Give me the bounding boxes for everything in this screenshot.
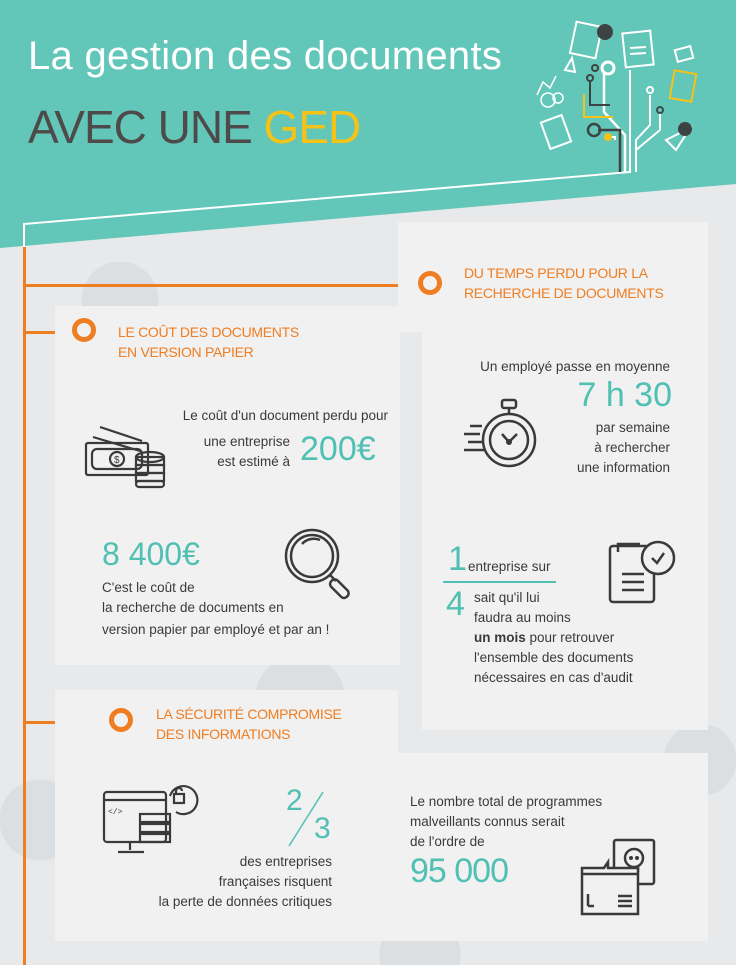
security-stat1-line3: la perte de données critiques bbox=[158, 894, 332, 909]
time-stat2-line4: un mois pour retrouver bbox=[474, 630, 615, 645]
fraction-line bbox=[443, 581, 556, 583]
time-stat1-line3: à rechercher bbox=[594, 440, 670, 455]
title-prefix: AVEC UNE bbox=[28, 101, 264, 153]
server-unlock-icon bbox=[100, 782, 200, 862]
time-stat2-line3: faudra au moins bbox=[474, 610, 571, 625]
security-stat1-line1: des entreprises bbox=[239, 854, 332, 869]
document-clock-icon bbox=[608, 540, 678, 610]
cost-stat1-line2: une entreprise bbox=[203, 434, 290, 449]
time-stat2-line2: sait qu'il lui bbox=[474, 590, 540, 605]
title-line1: La gestion des documents bbox=[28, 34, 503, 78]
timeline-node-security bbox=[109, 708, 133, 732]
timeline-branch-time bbox=[24, 284, 424, 287]
document-tree-circuit-illustration bbox=[0, 0, 736, 250]
title-accent: GED bbox=[263, 101, 361, 153]
magnifier-icon bbox=[280, 528, 360, 598]
malware-folder-skull-icon bbox=[580, 838, 660, 918]
time-stat1-line2: par semaine bbox=[595, 420, 670, 435]
cost-stat1-value: 200€ bbox=[300, 430, 376, 468]
cost-stat2-line2: la recherche de documents en bbox=[102, 600, 284, 615]
time-stat2-denominator: 4 bbox=[446, 585, 465, 623]
time-stat2-numerator: 1 bbox=[448, 540, 467, 578]
cost-stat2-line3: version papier par employé et par an ! bbox=[102, 622, 330, 637]
security-stat2-line1: Le nombre total de programmes bbox=[410, 794, 603, 809]
stopwatch-icon bbox=[462, 398, 552, 478]
time-stat2-line1: entreprise sur bbox=[468, 559, 551, 574]
security-stat1-denominator: 3 bbox=[314, 812, 331, 845]
time-stat2-line6: nécessaires en cas d'audit bbox=[474, 670, 633, 685]
svg-text:$: $ bbox=[114, 455, 120, 466]
security-stat2-line2: malveillants connus serait bbox=[410, 814, 565, 829]
time-stat2-bold: un mois bbox=[474, 630, 526, 645]
section-title-cost: LE COÛT DES DOCUMENTS EN VERSION PAPIER bbox=[118, 324, 299, 360]
cost-stat1-line3: est estimé à bbox=[217, 454, 290, 469]
time-stat1-line1: Un employé passe en moyenne bbox=[480, 359, 670, 374]
section-title-security: LA SÉCURITÉ COMPROMISE DES INFORMATIONS bbox=[156, 706, 342, 742]
section-title-time: DU TEMPS PERDU POUR LA RECHERCHE DE DOCUMENTS bbox=[464, 265, 664, 301]
svg-text:</>: </> bbox=[108, 808, 123, 817]
time-stat1-line4: une information bbox=[576, 460, 670, 475]
timeline-line bbox=[23, 247, 26, 965]
timeline-node-cost bbox=[72, 318, 96, 342]
security-stat2-value: 95 000 bbox=[410, 852, 508, 890]
cost-stat2-value: 8 400€ bbox=[102, 536, 200, 572]
time-stat1-value: 7 h 30 bbox=[577, 376, 672, 414]
time-stat2-line5: l'ensemble des documents bbox=[474, 650, 634, 665]
security-stat1-line2: françaises risquent bbox=[218, 874, 332, 889]
timeline-node-time bbox=[418, 271, 442, 295]
security-stat2-line3: de l'ordre de bbox=[410, 834, 485, 849]
cost-stat1-line1: Le coût d'un document perdu pour bbox=[182, 408, 388, 423]
cost-stat2-line1: C'est le coût de bbox=[102, 580, 195, 595]
security-stat1-numerator: 2 bbox=[286, 784, 303, 817]
